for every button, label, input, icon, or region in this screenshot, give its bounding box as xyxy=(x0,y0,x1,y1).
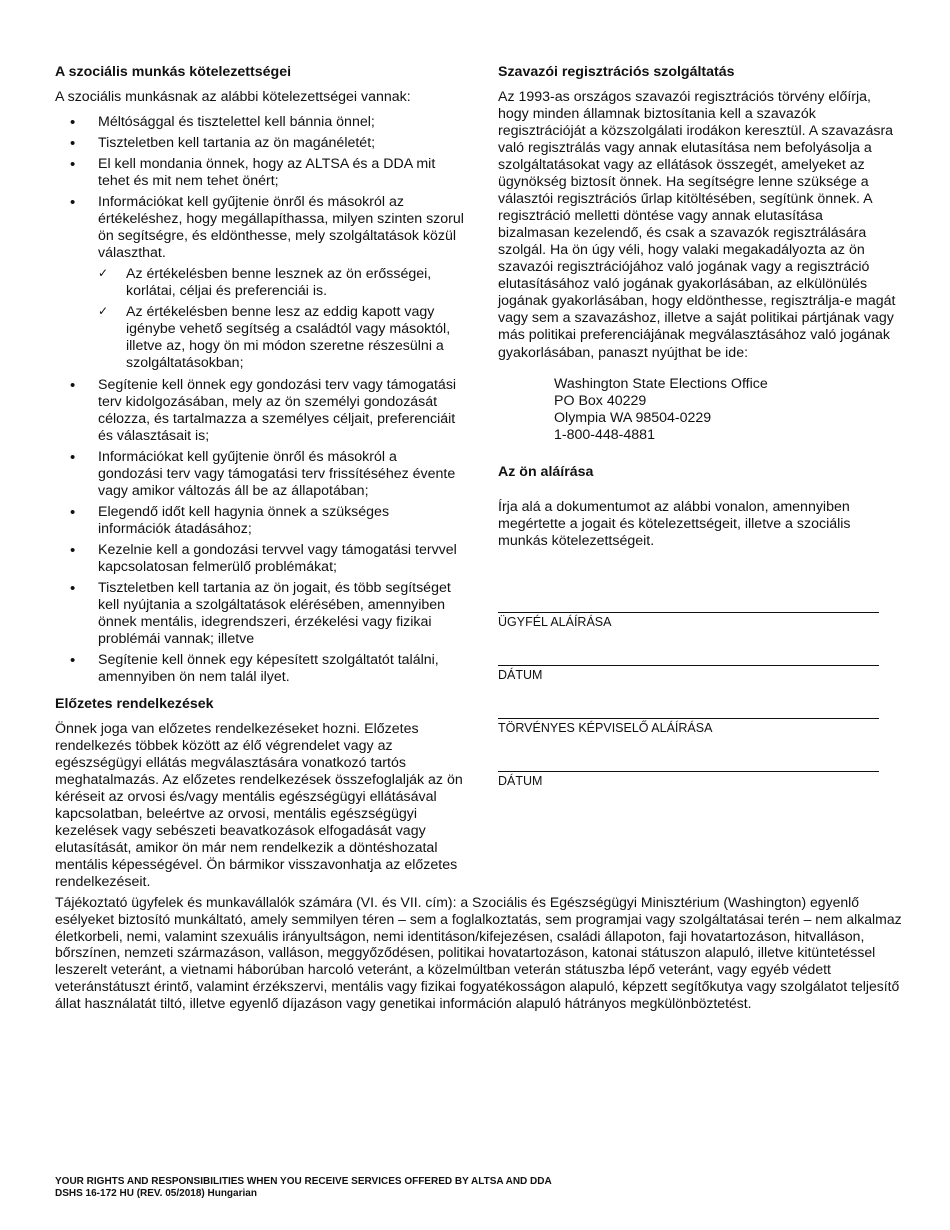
list-item: • Kezelnie kell a gondozási tervvel vagy támogatási tervvel kapcsolatosan felmerülő problémákat; xyxy=(55,542,465,576)
list-item: • Segítenie kell önnek egy gondozási terv vagy támogatási terv kidolgozásában, mely az ön személyi gondozását célozza, és tartalmazza a személyes céljait, preferenciáit és választásait is; xyxy=(55,377,465,445)
representative-signature-line[interactable] xyxy=(498,718,879,719)
client-date-label: DÁTUM xyxy=(498,667,543,682)
list-item: • Segítenie kell önnek egy képesített szolgáltatót találni, amennyiben ön nem talál ilyet. xyxy=(55,652,465,686)
voter-registration-heading: Szavazói regisztrációs szolgáltatás xyxy=(498,64,735,80)
list-item: • El kell mondania önnek, hogy az ALTSA és a DDA mit tehet és mit nem tehet önért; xyxy=(55,156,465,190)
list-item: • Tiszteletben kell tartania az ön magánéletét; xyxy=(55,135,465,152)
list-item: • Méltósággal és tisztelettel kell bánnia önnel; xyxy=(55,114,465,131)
client-date-line[interactable] xyxy=(498,665,879,666)
address-line: Olympia WA 98504-0229 xyxy=(554,409,712,426)
client-signature-label: ÜGYFÉL ALÁÍRÁSA xyxy=(498,614,612,629)
obligations-list xyxy=(55,114,465,686)
elections-office-address xyxy=(554,376,896,444)
address-phone: 1-800-448-4881 xyxy=(554,426,655,443)
list-item: • Tiszteletben kell tartania az ön jogait, és több segítséget kell nyújtania a szolgáltatások elérésében, amennyiben önnek mentális, idegrendszeri, érzékelési vagy fizikai problémái vannak; illetve xyxy=(55,580,465,648)
right-column xyxy=(498,64,896,824)
advance-directives-heading: Előzetes rendelkezések xyxy=(55,696,214,713)
assessment-sublist xyxy=(98,266,465,372)
signature-heading: Az ön aláírása xyxy=(498,463,594,480)
left-column xyxy=(55,64,465,891)
sub-list-item: ✓ Az értékelésben benne lesznek az ön erősségei, korlátai, céljai és preferenciái is. xyxy=(98,266,465,300)
representative-date-label: DÁTUM xyxy=(498,773,543,788)
list-item xyxy=(55,194,465,372)
list-item: • Elegendő időt kell hagynia önnek a szükséges információk átadásához; xyxy=(55,504,465,538)
list-item-text: Információkat kell gyűjtenie önről és másokról az értékeléshez, hogy megállapíthassa, milyen szinten szorul ön segítségre, és eldönthesse, mely szolgáltatások közül választhat. xyxy=(98,194,464,262)
representative-date-line[interactable] xyxy=(498,771,879,772)
client-signature-line[interactable] xyxy=(498,612,879,613)
footer-form-number: DSHS 16-172 HU (REV. 05/2018) Hungarian xyxy=(55,1188,257,1199)
advance-directives-text: Önnek joga van előzetes rendelkezéseket hozni. Előzetes rendelkezés többek között az élő végrendelet vagy az egészségügyi ellátás megválasztására vonatkozó tartós meghatalmazás. Az előzetes rendelkezések összefoglalják az ön kéréseit az orvosi és/vagy mentális egészségügyi ellátásával kapcsolatban, beleértve az orvosi, mentális egészségügyi kezelések vagy sebészeti beavatkozások elfogadását vagy elutasítását, amikor ön már nem rendelkezik a döntéshozatal mentális képességével. Ön bármikor visszavonhatja az előzetes rendelkezéseit. xyxy=(55,721,463,891)
sub-list-item: ✓ Az értékelésben benne lesz az eddig kapott vagy igénybe vehető segítség a családtól vagy másoktól, illetve az, hogy ön mi módon szeretne részesülni a szolgáltatásokban; xyxy=(98,304,465,372)
representative-signature-label: TÖRVÉNYES KÉPVISELŐ ALÁÍRÁSA xyxy=(498,720,713,735)
footer-title: YOUR RIGHTS AND RESPONSIBILITIES WHEN YOU RECEIVE SERVICES OFFERED BY ALTSA AND DDA xyxy=(55,1176,552,1187)
signature-block xyxy=(498,612,896,824)
address-line: PO Box 40229 xyxy=(554,392,647,409)
address-line: Washington State Elections Office xyxy=(554,375,768,392)
obligations-heading: A szociális munkás kötelezettségei xyxy=(55,64,292,80)
nondiscrimination-notice: Tájékoztató ügyfelek és munkavállalók számára (VI. és VII. cím): a Szociális és Egészségügyi Minisztérium (Washington) egyenlő esélyeket biztosító munkáltató, amely semmilyen téren – sem a foglalkoztatás, sem programjai vagy szolgáltatásai terén – nem alkalmaz életkorbeli, nemi, valamint szexuális irányultságon, nemi identitáson/kifejezésen, családi állapoton, faji hovatartozáson, hitvalláson, bőrszínen, nemzeti származáson, valláson, meggyőződésen, politikai hovatartozáson, katonai státuszon alapuló, illetve kitüntetéssel leszerelt veteránt, a vietnami háborúban harcoló veteránt, a közelmúltban veterán státuszba lépő veteránt, vagy egyéb védett veteránstátuszt érintő, valamint érzékszervi, mentális vagy fizikai fogyatékosságon alapuló, képzett segítőkutya vagy szolgálatot teljesítő állat használatát tiltó, illetve egyenlő díjazáson vagy genetikai információn alapuló hátrányos megkülönböztetést. xyxy=(55,894,902,1011)
list-item: • Információkat kell gyűjtenie önről és másokról a gondozási terv vagy támogatási terv frissítéséhez évente vagy amikor változás áll be az állapotában; xyxy=(55,449,465,500)
obligations-intro: A szociális munkásnak az alábbi kötelezettségei vannak: xyxy=(55,89,411,106)
voter-registration-text: Az 1993-as országos szavazói regisztrációs törvény előírja, hogy minden államnak biztosítania kell a szavazók regisztrációját a közszolgálati irodákon keresztül. A szavazásra való regisztrálás vagy annak elutasítása nem befolyásolja a szolgáltatásokat vagy az ellátások összegét, amelyeket az ügynökség biztosít önnek. Ha segítségre lenne szüksége a választói regisztrációs űrlap kitöltésében, segítünk önnek. A regisztráció melletti döntése vagy annak elutasítása bizalmasan kezelendő, és csak a szavazók regisztrálására szolgál. Ha ön úgy véli, hogy valaki megakadályozta az ön szavazói regisztrációjához való jogának vagy a regisztráció elutasításához való jogának gyakorlásában, az elkülönülés jogának gyakorlásában, hogy eldönthesse, regisztrálja-e magát vagy sem a szavazáshoz, illetve a saját politikai pártjának vagy más politikai preferenciájának megválasztásához való jogának gyakorlásában, panaszt nyújthat be ide: xyxy=(498,89,896,361)
document-footer xyxy=(55,1176,552,1200)
signature-instructions: Írja alá a dokumentumot az alábbi vonalon, amennyiben megértette a jogait és kötelezettségeit, illetve a szociális munkás kötelezettségeit. xyxy=(498,498,851,549)
